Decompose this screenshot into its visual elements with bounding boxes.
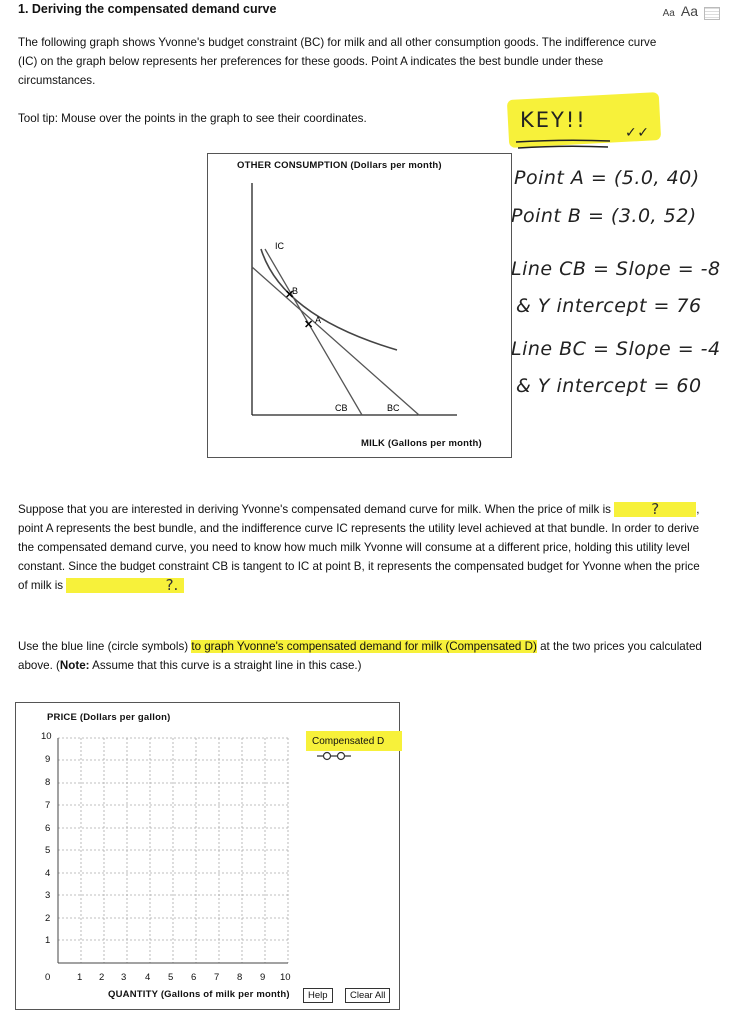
x-tick: 9 [260,972,266,983]
text-size-large-button[interactable]: Aa [680,3,698,19]
x-tick: 10 [280,972,291,983]
graph2-y-axis-title: PRICE (Dollars per gallon) [47,712,171,723]
ic-label: IC [275,241,284,251]
budget-graph [207,153,512,458]
y-tick: 9 [45,754,51,765]
clear-all-button[interactable]: Clear All [345,988,390,1003]
intro-paragraph: The following graph shows Yvonne's budget constraint (BC) for milk and all other consumption goods. The indifference curve (IC) on the graph below represents her preferences for these goods. Point A indicates the best bundle under these circumstances. [18,36,657,87]
paragraph3-part1: Use the blue line (circle symbols) [18,640,189,653]
y-tick: 10 [41,731,52,742]
x-tick: 1 [77,972,83,983]
paragraph3-part3: at the two prices you calculated above. ( [18,640,702,672]
key-underline [514,138,614,152]
point-a-label: A [315,315,322,325]
point-b-marker[interactable]: ✕ [285,289,295,301]
y-tick: 3 [45,890,51,901]
handwritten-bc-intercept: & Y intercept = 60 [516,375,702,397]
y-tick: 6 [45,823,51,834]
x-tick: 8 [237,972,243,983]
x-tick: 0 [45,972,51,983]
x-tick: 7 [214,972,220,983]
handwritten-cb-intercept: & Y intercept = 76 [516,295,702,317]
graph1-x-axis-title: MILK (Gallons per month) [361,438,482,449]
paragraph3-highlight: to graph Yvonne's compensated demand for milk (Compensated D) [191,640,537,653]
graph1-y-axis-title: OTHER CONSUMPTION (Dollars per month) [237,160,442,171]
point-b-label: B [292,286,299,296]
price-blank-2[interactable]: ?. [66,578,184,593]
y-tick: 2 [45,913,51,924]
handwritten-line-cb: Line CB = Slope = -8 [511,258,721,280]
paragraph-compensated [18,500,708,595]
x-tick: 2 [99,972,105,983]
tooltip-text: Tool tip: Mouse over the points in the graph to see their coordinates. [18,112,367,125]
price-blank-1[interactable]: ? [614,502,696,517]
text-size-small-button[interactable]: Aa [662,8,675,19]
help-button[interactable]: Help [303,988,333,1003]
graph2-x-axis-title: QUANTITY (Gallons of milk per month) [108,989,290,1000]
text-size-controls [663,3,720,20]
handwritten-checks: ✓✓ [625,125,650,141]
cb-label: CB [335,403,348,413]
handwritten-key: KEY!! [520,108,587,132]
y-tick: 1 [45,935,51,946]
x-tick: 5 [168,972,174,983]
handwritten-point-a: Point A = (5.0, 40) [514,167,700,189]
text-options-icon[interactable] [704,7,720,20]
point-a-marker[interactable]: ✕ [304,319,314,331]
handwritten-point-b: Point B = (3.0, 52) [511,205,697,227]
legend-circle-tool[interactable] [315,750,355,762]
bc-line [252,267,419,415]
x-tick: 6 [191,972,197,983]
paragraph-instructions [18,637,708,675]
paragraph2-part2: , point A represents the best bundle, and the indifference curve IC represents the utility level achieved at that bundle. In order to derive the compensated demand curve, you need to know how much milk Yvonne will consume at a different price, holding this utility level constant. Since the budget constraint CB is tangent to IC at point B, it represents the compensated budget for Yvonne when the price of milk is [18,503,700,592]
x-tick: 3 [121,972,127,983]
note-label: Note: [59,659,90,672]
page-title: 1. Deriving the compensated demand curve [18,2,277,16]
legend-label: Compensated D [312,736,385,747]
y-tick: 8 [45,777,51,788]
handwritten-line-bc: Line BC = Slope = -4 [511,338,721,360]
x-tick: 4 [145,972,151,983]
y-tick: 7 [45,800,51,811]
paragraph2-part1: Suppose that you are interested in deriving Yvonne's compensated demand curve for milk. When the price of milk is [18,503,611,516]
y-tick: 5 [45,845,51,856]
paragraph3-part4: Assume that this curve is a straight line in this case.) [92,659,362,672]
y-tick: 4 [45,868,51,879]
bc-label: BC [387,403,400,413]
